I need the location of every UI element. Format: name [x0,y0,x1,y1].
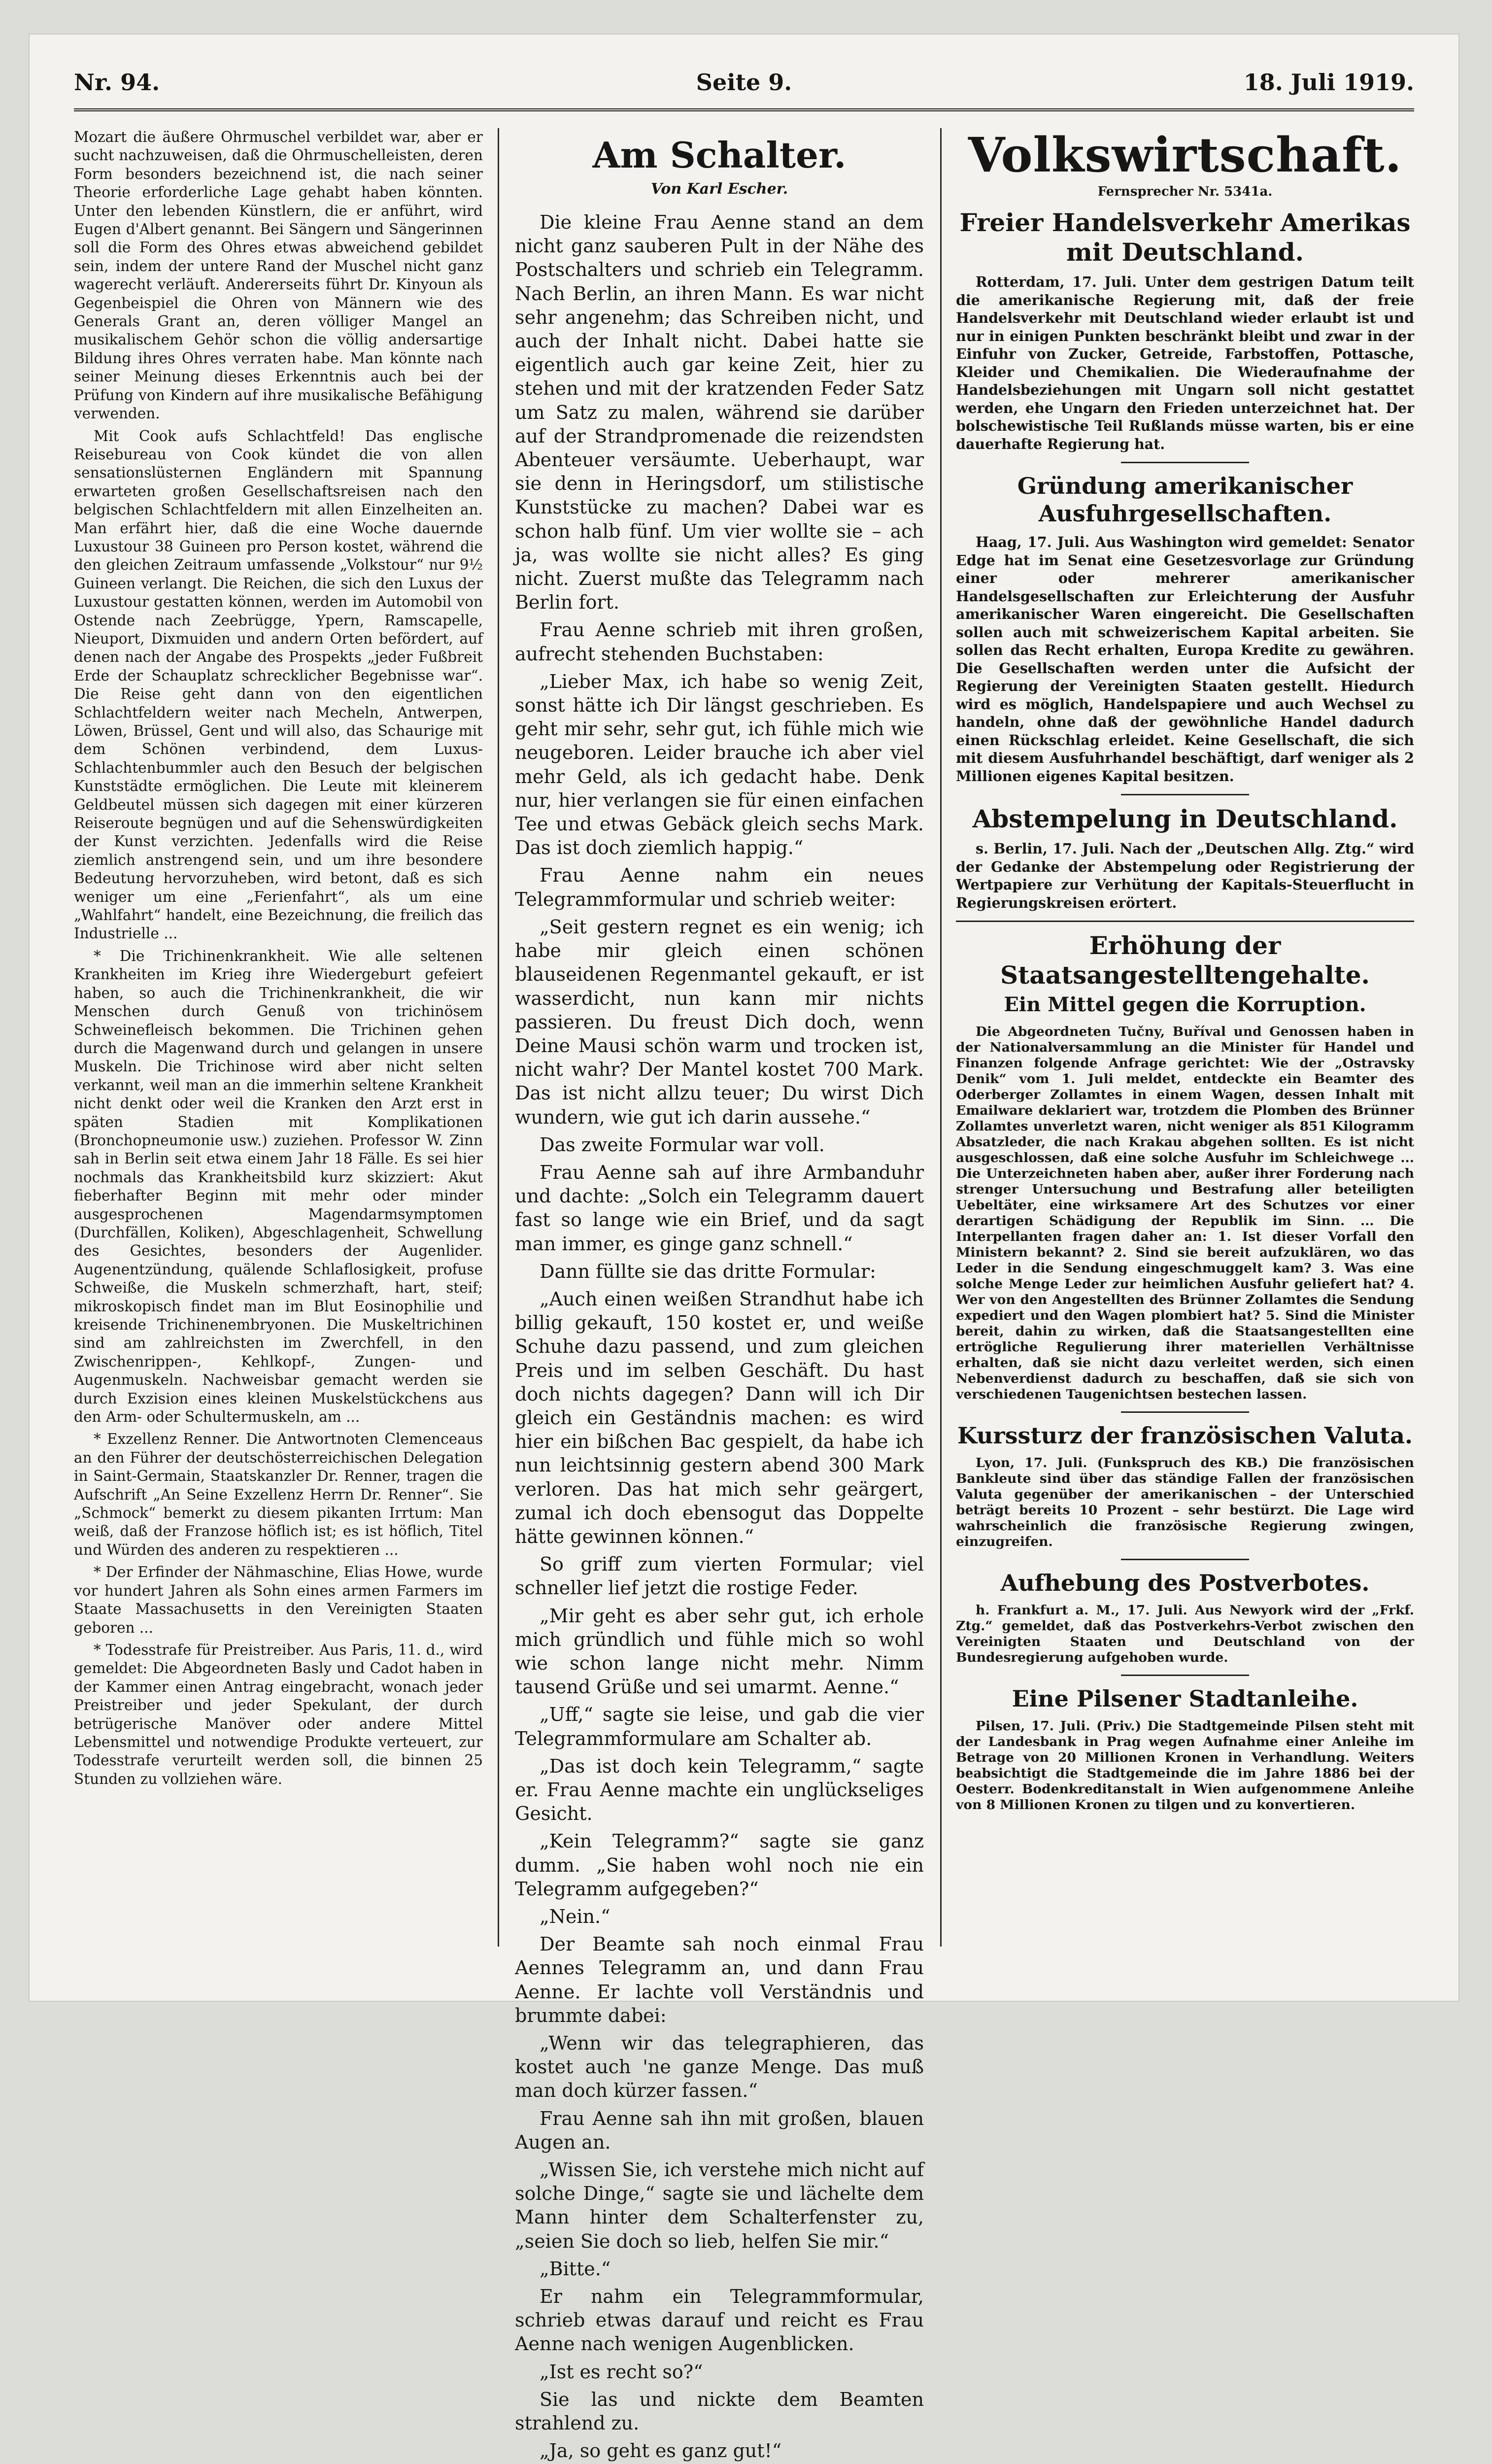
article-heading: Aufhebung des Postverbotes. [1000,1570,1370,1596]
issue-date: 18. Juli 1919. [1243,69,1414,96]
story-paragraph: „Seit gestern regnet es ein wenig; ich habe mir gleich einen schönen blauseidenen Regenmantel gekauft, er ist wasserdicht, nun kann mir nichts passieren. Du freust Dich doch, wenn Deine Mausi schön warm und trocken ist, nicht wahr? Der Mantel kostet 700 Mark. Das ist nicht allzu teuer; Du wirst Dich wundern, wie gut ich darin aussehe.“ [515,916,924,1128]
page-header [74,69,1414,113]
story-paragraph: Die kleine Frau Aenne stand an dem nicht ganz sauberen Pult in der Nähe des Postschalters und schrieb ein Telegramm. Nach Berlin, an ihren Mann. Es war nicht sehr angenehm; das Schreiben nicht, und auch der Inhalt nicht. Dabei hatte sie eigentlich auch gar keine Zeit, hier zu stehen und mit der kratzenden Feder Satz um Satz zu malen, während sie darüber auf der Strandpromenade die reizendsten Abenteuer versäumte. Ueberhaupt, war sie denn in Heringsdorf, um stilistische Kunststücke zu machen? Dabei war es schon halb fünf. Um vier wollte sie – ach ja, was wollte sie nicht alles? Es ging nicht. Zuerst mußte das Telegramm nach Berlin fort. [515,211,924,614]
article-paragraph: * Die Trichinenkrankheit. Wie alle seltenen Krankheiten im Krieg ihre Wiedergeburt gefeiert haben, so auch die Trichinenkrankheit, die wir Menschen durch Genuß von trichinösem Schweinefleisch bekommen. Die Trichinen gehen durch die Magenwand durch und gelangen in unsere Muskeln. Die Trichinose wird aber nicht selten verkannt, weil man an die immerhin seltene Krankheit nicht denkt oder weil die Kranken den Arzt erst in späten Stadien mit Komplikationen (Bronchopneumonie usw.) zuziehen. Professor W. Zinn sah in Berlin seit etwa einem Jahr 18 Fälle. Es sei hier nochmals das Krankheitsbild kurz skizziert: Akut fieberhafter Beginn mit mehr oder minder ausgesprochenen Magendarmsymptomen (Durchfällen, Koliken), Abgeschlagenheit, Schwellung des Gesichtes, besonders der Augenlider. Augenentzündung, quälende Schlaflosigkeit, profuse Schweiße, die Muskeln schmerzhaft, hart, steif; mikroskopisch findet man im Blut Eosinophilie und kreisende Trichinenembryonen. Die Muskeltrichinen sind am zahlreichsten im Zwerchfell, in den Zwischenrippen-, Kehlkopf-, Zungen- und Augenmuskeln. Nachweisbar gemacht werden sie durch Exzision eines kleinen Muskelstückchens aus den Arm- oder Schultermuskeln, am ... [74,947,483,1426]
feuilleton-title: Am Schalter. [592,134,847,176]
article-subheading: Ein Mittel gegen die Korruption. [1004,993,1366,1016]
story-paragraph: „Uff,“ sagte sie leise, und gab die vier Telegrammformulare am Schalter ab. [515,1704,924,1749]
story-paragraph: „Bitte.“ [540,2258,611,2280]
column-left [74,128,483,1947]
column-right [956,128,1414,1947]
story-paragraph: „Lieber Max, ich habe so wenig Zeit, sonst hätte ich Dir längst geschrieben. Es geht mir sehr, sehr gut, ich fühle mich wie neugeboren. Leider brauche ich aber viel mehr Geld, als ich gedacht habe. Denk nur, hier verlangen sie für einen einfachen Tee und etwas Gebäck gleich sechs Mark. Das ist doch ziemlich happig.“ [515,670,924,859]
article-heading: Abstempelung in Deutschland. [972,804,1398,833]
story-paragraph: „Ja, so geht es ganz gut!“ [540,2440,782,2462]
article-text: Pilsen, 17. Juli. (Priv.) Die Stadtgemeinde Pilsen steht mit der Landesbank in Prag wegen Aufnahme einer Anleihe im Betrage von 20 Millionen Kronen in Verhandlung. Weiters beabsichtigt die Stadtgemeinde die im Jahre 1886 bei der Oesterr. Bodenkreditanstalt in Wien aufgenommene Anleihe von 8 Millionen Kronen zu tilgen und zu konvertieren. [956,1718,1414,1813]
column-rule [498,128,499,1947]
story-paragraph: Das zweite Formular war voll. [540,1133,825,1156]
article-separator [1121,1559,1249,1560]
article-separator [1121,462,1249,463]
story-paragraph: Sie las und nickte dem Beamten strahlend zu. [515,2388,924,2434]
story-paragraph: Frau Aenne sah ihn mit großen, blauen Augen an. [515,2107,924,2153]
article-heading: Freier Handelsverkehr Amerikas mit Deutschland. [959,208,1411,267]
column-middle [515,128,924,2462]
story-paragraph: „Das ist doch kein Telegramm,“ sagte er. Frau Aenne machte ein unglückseliges Gesicht. [515,1755,924,1825]
article-text: Haag, 17. Juli. Aus Washington wird gemeldet: Senator Edge hat im Senat eine Gesetzesvorlage zur Gründung einer oder mehrerer amerikanischer Handelsgesellschaften zur Erleichterung der Ausfuhr amerikanischer Waren eingereicht. Die Gesellschaften sollen auch mit schweizerischem Kapital arbeiten. Sie sollen das Recht erhalten, Europa Kredite zu gewähren. Die Gesellschaften werden unter die Aufsicht der Regierung der Vereinigten Staaten gestellt. Hiedurch wird es möglich, Handelspapiere und auch Wechsel zu handeln, ohne daß der gewöhnliche Handel dadurch einen Rückschlag erleidet. Keine Gesellschaft, die sich mit diesem Ausfuhrhandel beschäftigt, darf weniger als 2 Millionen eigenes Kapital besitzen. [956,534,1414,785]
story-paragraph: „Kein Telegramm?“ sagte sie ganz dumm. „Sie haben wohl noch nie ein Telegramm aufgegeben?“ [515,1830,924,1900]
header-rule [74,108,1414,111]
story-paragraph: Der Beamte sah noch einmal Frau Aennes Telegramm an, und dann Frau Aenne. Er lachte voll Verständnis und brummte dabei: [515,1933,924,2026]
story-paragraph: „Ist es recht so?“ [540,2361,703,2383]
byline: Von Karl Escher. [650,180,788,198]
column-rule [940,128,942,1947]
article-text: Rotterdam, 17. Juli. Unter dem gestrigen Datum teilt die amerikanische Regierung mit, daß der freie Handelsverkehr mit Deutschland wieder erlaubt ist und nur in einigen Punkten beschränkt bleibt und zwar in der Einfuhr von Zucker, Getreide, Farbstoffen, Pottasche, Kleider und Chemikalien. Die Wiederaufnahme der Handelsbeziehungen mit Ungarn soll nicht gestattet werden, ehe Ungarn den Frieden unterzeichnet hat. Der bolschewistische Teil Rußlands müsse warten, bis er eine dauerhafte Regierung hat. [956,274,1414,452]
article-heading: Kurssturz der französischen Valuta. [957,1422,1413,1449]
story-paragraph: Er nahm ein Telegrammformular, schrieb etwas darauf und reicht es Frau Aenne nach wenigen Augenblicken. [515,2286,924,2355]
story-paragraph: „Auch einen weißen Strandhut habe ich billig gekauft, 150 kostet er, und weiße Schuhe dazu passend, und zum gleichen Preis und im selben Geschäft. Du hast doch nichts dagegen? Dann will ich Dir gleich ein Geständnis machen: es wird hier ein bißchen Bac gespielt, da habe ich nun leichtsinnig gestern abend 300 Mark verloren. Das hat mich sehr geärgert, zumal ich doch ebensogut das Doppelte hätte gewinnen können.“ [515,1288,924,1547]
story-paragraph: So griff zum vierten Formular; viel schneller lief jetzt die rostige Feder. [515,1553,924,1599]
newspaper-page [30,34,1458,2462]
article-heading: Erhöhung der Staatsangestelltengehalte. [1000,931,1370,990]
article-paragraph: * Der Erfinder der Nähmaschine, Elias Howe, wurde vor hundert Jahren als Sohn eines armen Farmers im Staate Massachusetts in den Vereinigten Staaten geboren ... [74,1564,483,1636]
article-separator [956,921,1414,922]
article-paragraph: * Todesstrafe für Preistreiber. Aus Paris, 11. d., wird gemeldet: Die Abgeordneten Basly und Cadot haben in der Kammer einen Antrag eingebracht, wonach jeder Preistreiber und jeder Spekulant, der durch betrügerische Manöver oder andere Mittel Lebensmittel und notwendige Produkte verteuert, zur Todesstrafe verurteilt werden soll, die binnen 25 Stunden zu vollziehen wäre. [74,1641,483,1787]
article-separator [1121,1411,1249,1413]
article-text: Die Abgeordneten Tučny, Buříval und Genossen haben in der Nationalversammlung an die Minister für Handel und Finanzen folgende Anfrage gerichtet: Wie der „Ostravsky Denik“ vom 1. Juli meldet, entdeckte ein Beamter des Oderberger Zollamtes in einem Wagen, dessen Inhalt mit Emailware deklariert war, trotzdem die Plomben des Brünner Zollamtes unverletzt waren, nicht weniger als 851 Kilogramm Absatzleder, die nach Krakau abgehen sollten. Es ist nicht ausgeschlossen, daß eine solche Ausfuhr im Schleichwege ... Die Unterzeichneten haben aber, außer ihrer Forderung nach strenger Untersuchung und Bestrafung aller beteiligten Uebeltäter, eine wirksamere Art des Schutzes vor einer derartigen Schädigung der Republik im Sinn. ... Die Interpellanten fragen daher an: 1. Ist dieser Vorfall den Ministern bekannt? 2. Sind sie bereit aufzuklären, wo das Leder in die Sendung eingeschmuggelt kam? 3. Was eine solche Menge Leder zur heimlichen Ausfuhr geliefert hat? 4. Wer von den Angestellten des Brünner Zollamtes die Sendung expediert und den Wagen plombiert hat? 5. Sind die Minister bereit, dahin zu wirken, daß die Staatsangestellten eine ertrögliche Regulierung ihrer materiellen Verhältnisse erhalten, daß sie nicht dazu verleitet werden, sich einen Nebenverdienst dadurch zu beschaffen, daß sie sich von verschiedenen Taugenichtsen bestechen lassen. [956,1024,1414,1402]
phone-number: Fernsprecher Nr. 5341a. [1097,184,1273,199]
article-text: Lyon, 17. Juli. (Funkspruch des KB.) Die französischen Bankleute sind über das ständige Fallen der französischen Valuta gegenüber der amerikanischen – der Unterschied beträgt bereits 10 Prozent – sehr bestürzt. Die Lage wird wahrscheinlich die französische Regierung zwingen, einzugreifen. [956,1455,1414,1549]
story-paragraph: „Wissen Sie, ich verstehe mich nicht auf solche Dinge,“ sagte sie und lächelte dem Mann hinter dem Schalterfenster zu, „seien Sie doch so lieb, helfen Sie mir.“ [515,2159,924,2252]
article-separator [1121,794,1249,795]
issue-number: Nr. 94. [74,69,160,96]
story-paragraph: Frau Aenne nahm ein neues Telegrammformular und schrieb weiter: [515,864,924,910]
story-paragraph: Dann füllte sie das dritte Formular: [540,1260,876,1282]
article-paragraph: Mozart die äußere Ohrmuschel verbildet war, aber er sucht nachzuweisen, daß die Ohrmuschelleisten, deren Form besonders bezeichnend ist, die nach seiner Theorie erforderliche Lage gehabt haben könnten. Unter den lebenden Künstlern, die er anführt, wird Eugen d'Albert genannt. Bei Sängern und Sängerinnen soll die Form des Ohres etwas abweichend gebildet sein, indem der untere Rand der Muschel nicht ganz wagerecht verläuft. Andererseits führt Dr. Kinyoun als Gegenbeispiel die Ohren von Männern wie des Generals Grant an, deren völliger Mangel an musikalischem Gehör schon die völlig andersartige Bildung ihres Ohres verraten habe. Man könnte nach seiner Meinung dieses Erkenntnis auch bei der Prüfung von Kindern auf ihre musikalische Befähigung verwenden. [74,129,483,422]
article-text: h. Frankfurt a. M., 17. Juli. Aus Newyork wird der „Frkf. Ztg.“ gemeldet, daß das Postverkehrs-Verbot zwischen den Vereinigten Staaten und Deutschland von der Bundesregierung aufgehoben wurde. [956,1603,1414,1665]
story-paragraph: Frau Aenne schrieb mit ihren großen, aufrecht stehenden Buchstaben: [515,619,924,665]
article-paragraph: * Exzellenz Renner. Die Antwortnoten Clemenceaus an den Führer der deutschösterreichischen Delegation in Saint-Germain, Staatskanzler Dr. Renner, tragen die Aufschrift „An Seine Exzellenz Herrn Dr. Renner“. Sie „Schmock“ bemerkt zu diesem pikanten Irrtum: Man weiß, daß der Franzose höflich ist; es ist höflich, Titel und Würden des anderen zu respektieren ... [74,1431,483,1558]
article-paragraph: Mit Cook aufs Schlachtfeld! Das englische Reisebureau von Cook kündet die von allen sensationslüsternen Engländern mit Spannung erwarteten großen Gesellschaftsreisen nach den belgischen Schlachtfeldern mit allen Einzelheiten an. Man erfährt hier, daß die eine Woche dauernde Luxustour 38 Guineen pro Person kostet, während die den gleichen Zeitraum umfassende „Volkstour“ nur 9½ Guineen verlangt. Die Reichen, die sich den Luxus der Luxustour gestatten können, werden im Automobil von Ostende nach Zeebrügge, Ypern, Ramscapelle, Nieuport, Dixmuiden und andern Orten befördert, auf denen nach der Angabe des Prospekts „jeder Fußbreit Erde der Schauplatz schrecklicher Begebnisse war“. Die Reise geht dann von den eigentlichen Schlachtfeldern weiter nach Mecheln, Antwerpen, Löwen, Brüssel, Gent und will also, das Schaurige mit dem Schönen verbindend, dem Luxus-Schlachtenbummler auch den Besuch der belgischen Kunststädte ermöglichen. Die Leute mit kleinerem Geldbeutel müssen sich dagegen mit einer kürzeren Reiseroute begnügen und auf die Sehenswürdigkeiten der Kunst verzichten. Jedenfalls wird die Reise ziemlich anstrengend sein, und um ihre besondere Bedeutung hervorzuheben, wird betont, daß es sich weniger um eine „Ferienfahrt“, als um eine „Wahlfahrt“ handelt, eine Bezeichnung, die freilich das Industrielle ... [74,427,483,942]
article-separator [1121,1675,1249,1676]
page-number: Seite 9. [696,69,792,96]
story-paragraph: Frau Aenne sah auf ihre Armbanduhr und dachte: „Solch ein Telegramm dauert fast so lange wie ein Brief, und da sagt man immer, es ginge ganz schnell.“ [515,1161,924,1255]
article-heading: Eine Pilsener Stadtanleihe. [1012,1685,1358,1712]
story-paragraph: „Mir geht es aber sehr gut, ich erhole mich gründlich und fühle mich so wohl wie schon lange nicht mehr. Nimm tausend Grüße und sei umarmt. Aenne.“ [515,1605,924,1698]
section-title: Volkswirtschaft. [968,127,1402,183]
story-paragraph: „Nein.“ [540,1906,610,1928]
article-heading: Gründung amerikanischer Ausfuhrgesellschaften. [1017,473,1353,527]
article-text: s. Berlin, 17. Juli. Nach der „Deutschen Allg. Ztg.“ wird der Gedanke der Abstempelung oder Registrierung der Wertpapiere zur Verhütung der Kapitals-Steuerflucht in Regierungskreisen erörtert. [956,840,1414,911]
story-paragraph: „Wenn wir das telegraphieren, das kostet auch 'ne ganze Menge. Das muß man doch kürzer fassen.“ [515,2032,924,2102]
